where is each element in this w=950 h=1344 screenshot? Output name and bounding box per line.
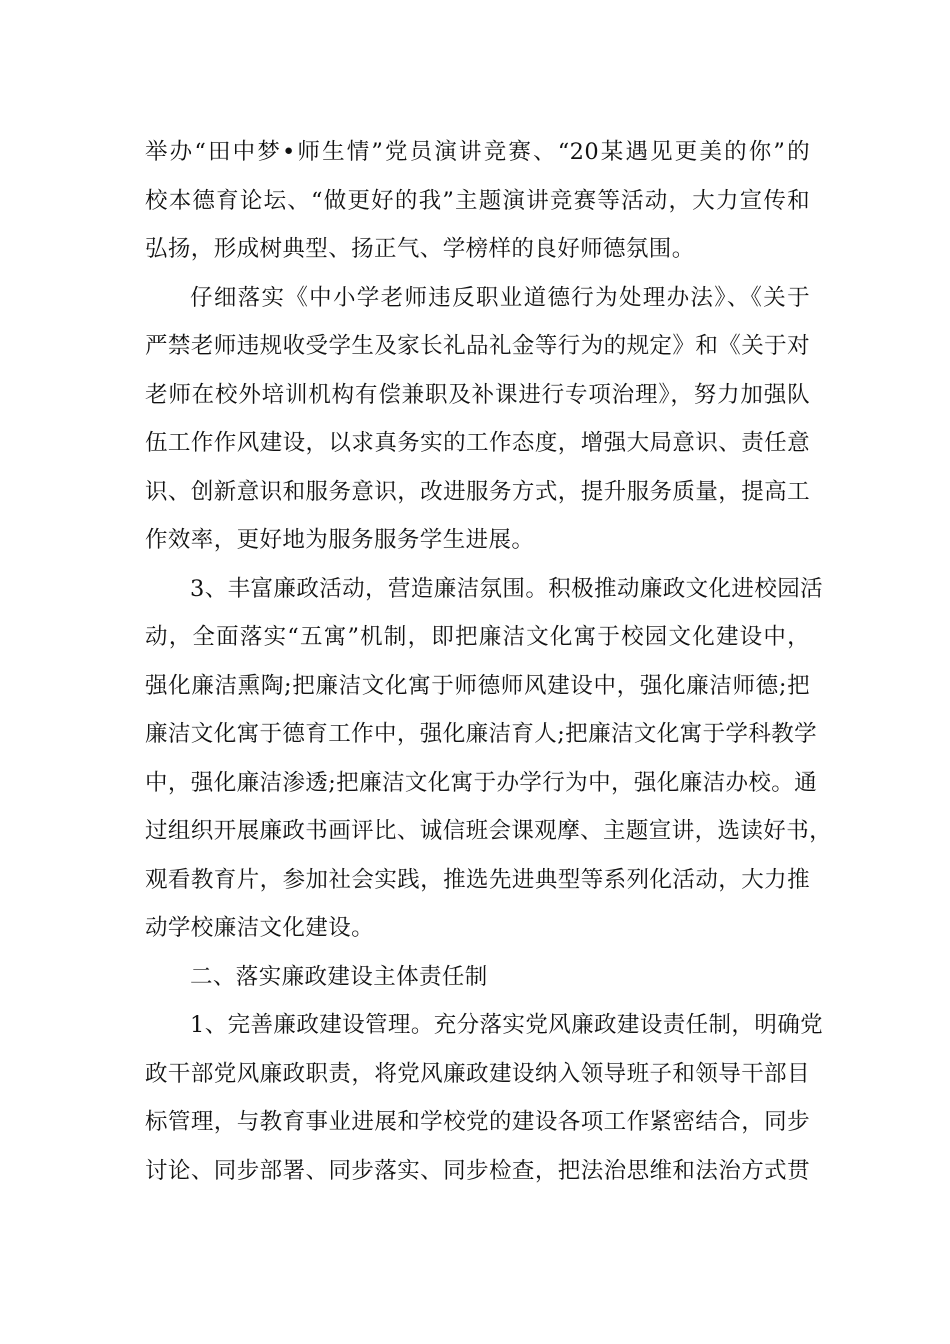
text-line: 老师在校外培训机构有偿兼职及补课进行专项治理》，努力加强队 [145, 381, 810, 408]
text-line: 标管理，与教育事业进展和学校党的建设各项工作紧密结合，同步 [145, 1109, 810, 1135]
text-line: 3、丰富廉政活动，营造廉洁氛围。积极推动廉政文化进校园活 [190, 575, 824, 602]
text-line: 过组织开展廉政书画评比、诚信班会课观摩、主题宣讲，选读好书， [145, 818, 833, 844]
text-line: 仔细落实《中小学老师违反职业道德行为处理办法》、《关于 [190, 284, 810, 311]
text-line: 严禁老师违规收受学生及家长礼品礼金等行为的规定》和《关于对 [145, 333, 810, 359]
text-line: 讨论、同步部署、同步落实、同步检查，把法治思维和法治方式贯 [145, 1157, 810, 1184]
text-line: 弘扬，形成树典型、扬正气、学榜样的良好师德氛围。 [145, 236, 695, 262]
text-line: 识、创新意识和服务意识，改进服务方式，提升服务质量，提高工 [145, 478, 810, 505]
text-line: 伍工作作风建设，以求真务实的工作态度，增强大局意识、责任意 [145, 430, 810, 456]
text-line: 1、完善廉政建设管理。充分落实党风廉政建设责任制，明确党 [190, 1012, 824, 1038]
text-line: 观看教育片，参加社会实践，推选先进典型等系列化活动，大力推 [145, 866, 810, 893]
text-line: 强化廉洁熏陶;把廉洁文化寓于师德师风建设中，强化廉洁师德;把 [145, 672, 810, 699]
document-body [145, 128, 833, 1195]
text-line: 中，强化廉洁渗透;把廉洁文化寓于办学行为中，强化廉洁办校。通 [145, 769, 818, 796]
text-line: 动学校廉洁文化建设。 [145, 915, 375, 941]
text-line: 动，全面落实“五寓”机制，即把廉洁文化寓于校园文化建设中， [145, 624, 810, 650]
text-line: 廉洁文化寓于德育工作中，强化廉洁育人;把廉洁文化寓于学科教学 [145, 721, 818, 747]
text-line: 举办“田中梦•师生情”党员演讲竞赛、“20某遇见更美的你”的 [145, 139, 810, 165]
section-heading: 二、落实廉政建设主体责任制 [190, 963, 488, 990]
text-line: 政干部党风廉政职责，将党风廉政建设纳入领导班子和领导干部目 [145, 1060, 810, 1087]
text-line: 校本德育论坛、“做更好的我”主题演讲竞赛等活动，大力宣传和 [145, 187, 810, 214]
text-line: 作效率，更好地为服务服务学生进展。 [145, 527, 535, 553]
